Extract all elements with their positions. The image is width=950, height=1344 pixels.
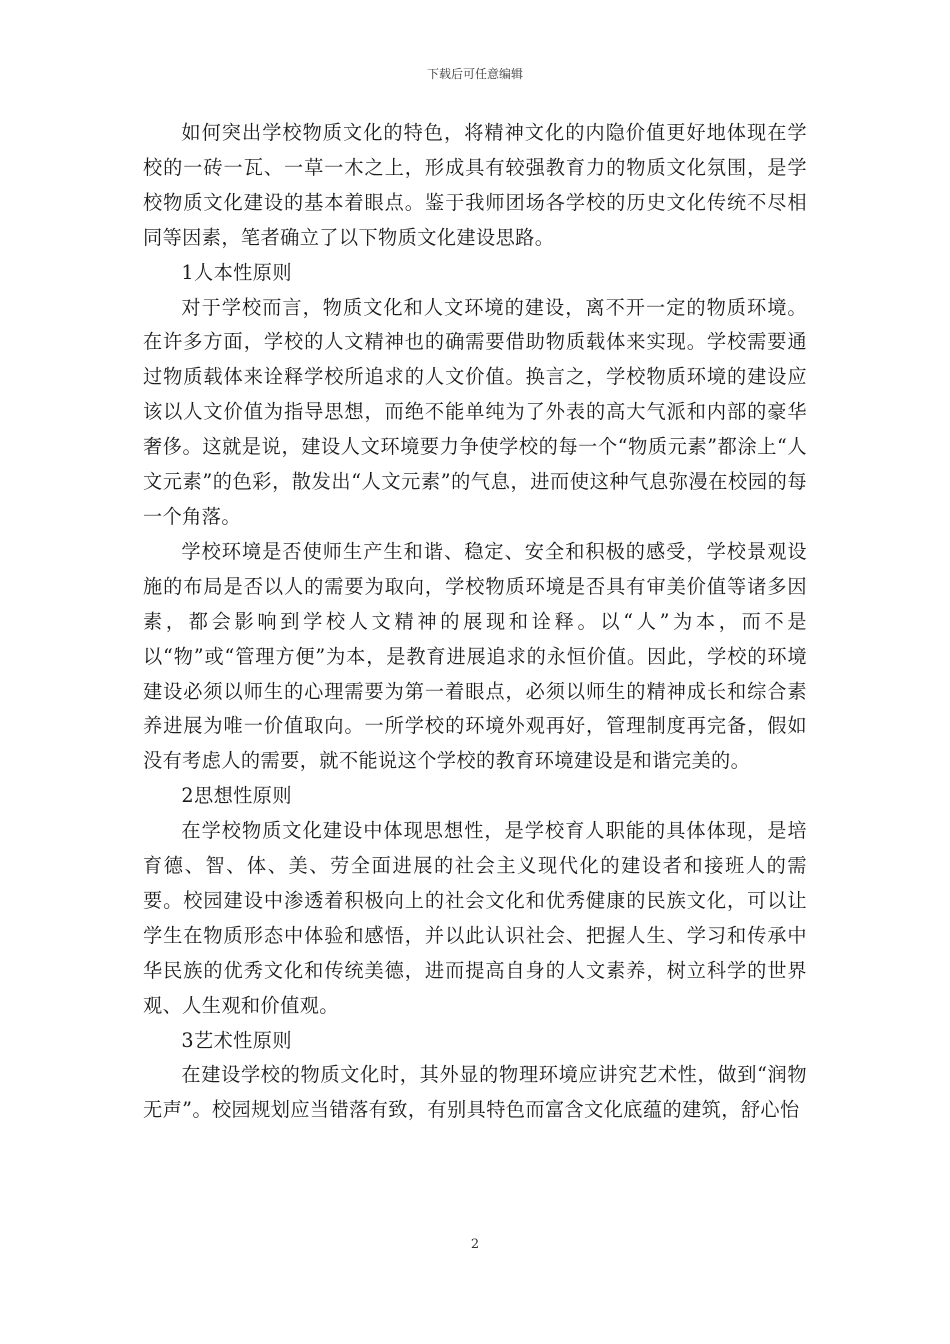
- document-body: [143, 116, 807, 1128]
- section-heading-humanistic: 1人本性原则: [181, 260, 292, 284]
- paragraph-artistic: 在建设学校的物质文化时，其外显的物理环境应讲究艺术性，做到“润物无声”。校园规划应当错落有致，有别具特色而富含文化底蕴的建筑，舒心怡: [143, 1063, 807, 1122]
- paragraph-humanistic-2: 学校环境是否使师生产生和谐、稳定、安全和积极的感受，学校景观设施的布局是否以人的需要为取向，学校物质环境是否具有审美价值等诸多因素，都会影响到学校人文精神的展现和诠释。以“人”为本，而不是以“物”或“管理方便”为本，是教育进展追求的永恒价值。因此，学校的环境建设必须以师生的心理需要为第一着眼点，必须以师生的精神成长和综合素养进展为唯一价值取向。一所学校的环境外观再好，管理制度再完备，假如没有考虑人的需要，就不能说这个学校的教育环境建设是和谐完美的。: [143, 539, 807, 773]
- section-heading-ideological: 2思想性原则: [181, 784, 292, 808]
- page-number: 2: [470, 1237, 480, 1252]
- paragraph-ideological: 在学校物质文化建设中体现思想性，是学校育人职能的具体体现，是培育德、智、体、美、劳全面进展的社会主义现代化的建设者和接班人的需要。校园建设中渗透着积极向上的社会文化和优秀健康的民族文化，可以让学生在物质形态中体验和感悟，并以此认识社会、把握人生、学习和传承中华民族的优秀文化和传统美德，进而提高自身的人文素养，树立科学的世界观、人生观和价值观。: [143, 819, 807, 1017]
- paragraph-intro: 如何突出学校物质文化的特色，将精神文化的内隐价值更好地体现在学校的一砖一瓦、一草一木之上，形成具有较强教育力的物质文化氛围，是学校物质文化建设的基本着眼点。鉴于我师团场各学校的历史文化传统不尽相同等因素，笔者确立了以下物质文化建设思路。: [143, 121, 807, 249]
- section-heading-artistic: 3艺术性原则: [181, 1028, 292, 1052]
- paragraph-humanistic-1: 对于学校而言，物质文化和人文环境的建设，离不开一定的物质环境。在许多方面，学校的人文精神也的确需要借助物质载体来实现。学校需要通过物质载体来诠释学校所追求的人文价值。换言之，学校物质环境的建设应该以人文价值为指导思想，而绝不能单纯为了外表的高大气派和内部的豪华奢侈。这就是说，建设人文环境要力争使学校的每一个“物质元素”都涂上“人文元素”的色彩，散发出“人文元素”的气息，进而使这种气息弥漫在校园的每一个角落。: [143, 295, 807, 528]
- page-header: 下载后可任意编辑: [426, 67, 523, 81]
